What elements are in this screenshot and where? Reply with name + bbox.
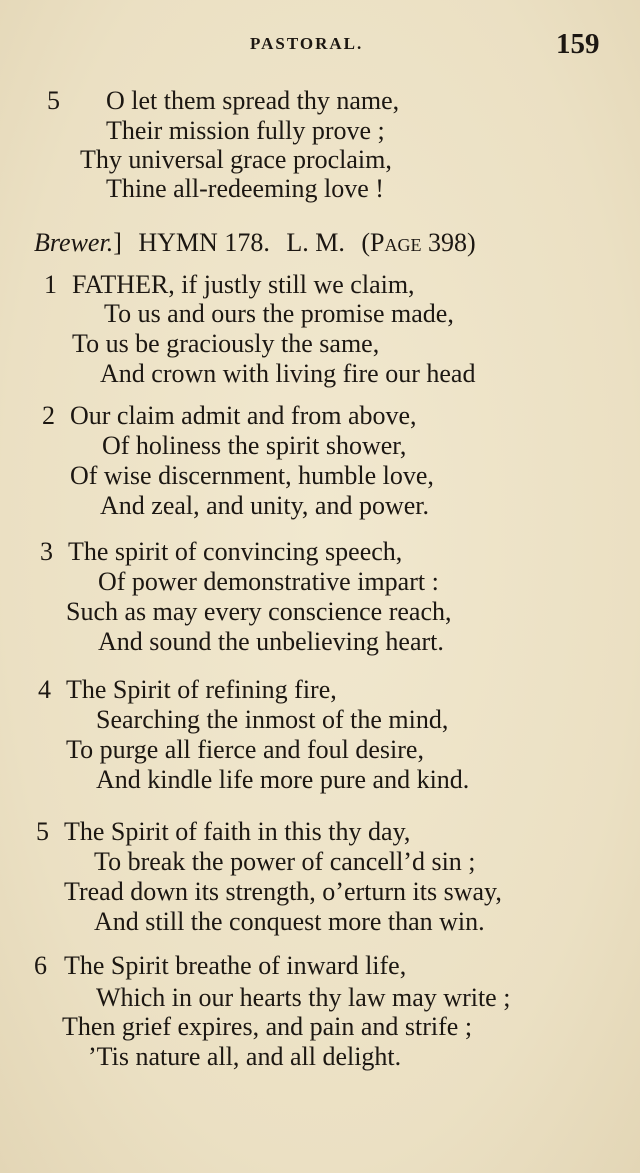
tune-name: Brewer. <box>34 228 114 257</box>
prev-stanza-line: Thine all-redeeming love ! <box>106 174 384 203</box>
stanza-number: 5 <box>36 817 49 846</box>
tune-bracket: ] <box>113 228 122 257</box>
page-reference: (Page 398) <box>361 228 476 257</box>
stanza-number: 2 <box>42 401 55 430</box>
stanza-line: And still the conquest more than win. <box>94 907 485 936</box>
stanza-line: FATHER, if justly still we claim, <box>72 270 415 299</box>
stanza-line: Such as may every conscience reach, <box>66 597 452 626</box>
stanza-line: Searching the inmost of the mind, <box>96 705 449 734</box>
stanza-line: And kindle life more pure and kind. <box>96 765 470 794</box>
hymn-heading <box>34 228 486 258</box>
stanza-line: And sound the unbelieving heart. <box>98 627 444 656</box>
stanza-line: Our claim admit and from above, <box>70 401 417 430</box>
stanza-line: To us be graciously the same, <box>72 329 380 358</box>
stanza-line: Of holiness the spirit shower, <box>102 431 407 460</box>
stanza-line: The Spirit breathe of inward life, <box>64 951 407 980</box>
stanza-number: 4 <box>38 675 51 704</box>
stanza-line: To break the power of cancell’d sin ; <box>94 847 476 876</box>
stanza-line: And crown with living fire our head <box>100 359 476 388</box>
stanza-line: And zeal, and unity, and power. <box>100 491 429 520</box>
stanza-line: The Spirit of refining fire, <box>66 675 337 704</box>
stanza-line: Tread down its strength, o’erturn its sway, <box>64 877 502 906</box>
stanza-line: Then grief expires, and pain and strife ; <box>62 1012 473 1041</box>
stanza-number: 6 <box>34 951 47 980</box>
hymn-meter: L. M. <box>286 228 345 257</box>
running-head: PASTORAL. <box>250 34 364 53</box>
prev-stanza-line: Their mission fully prove ; <box>106 116 385 145</box>
page-number: 159 <box>556 28 600 60</box>
prev-stanza-line: Thy universal grace proclaim, <box>80 145 392 174</box>
stanza-line: Of wise discernment, humble love, <box>70 461 434 490</box>
stanza-number: 1 <box>44 270 57 299</box>
stanza-line: Of power demonstrative impart : <box>98 567 439 596</box>
prev-stanza-number: 5 <box>47 86 60 115</box>
stanza-line: To purge all fierce and foul desire, <box>66 735 424 764</box>
stanza-line: To us and ours the promise made, <box>104 299 454 328</box>
stanza-number: 3 <box>40 537 53 566</box>
stanza-line: The Spirit of faith in this thy day, <box>64 817 411 846</box>
stanza-line: ’Tis nature all, and all delight. <box>88 1042 402 1071</box>
stanza-line: The spirit of convincing speech, <box>68 537 403 566</box>
prev-stanza-line: O let them spread thy name, <box>106 86 400 115</box>
hymn-title: HYMN 178. <box>138 228 270 257</box>
stanza-line: Which in our hearts thy law may write ; <box>96 983 511 1012</box>
